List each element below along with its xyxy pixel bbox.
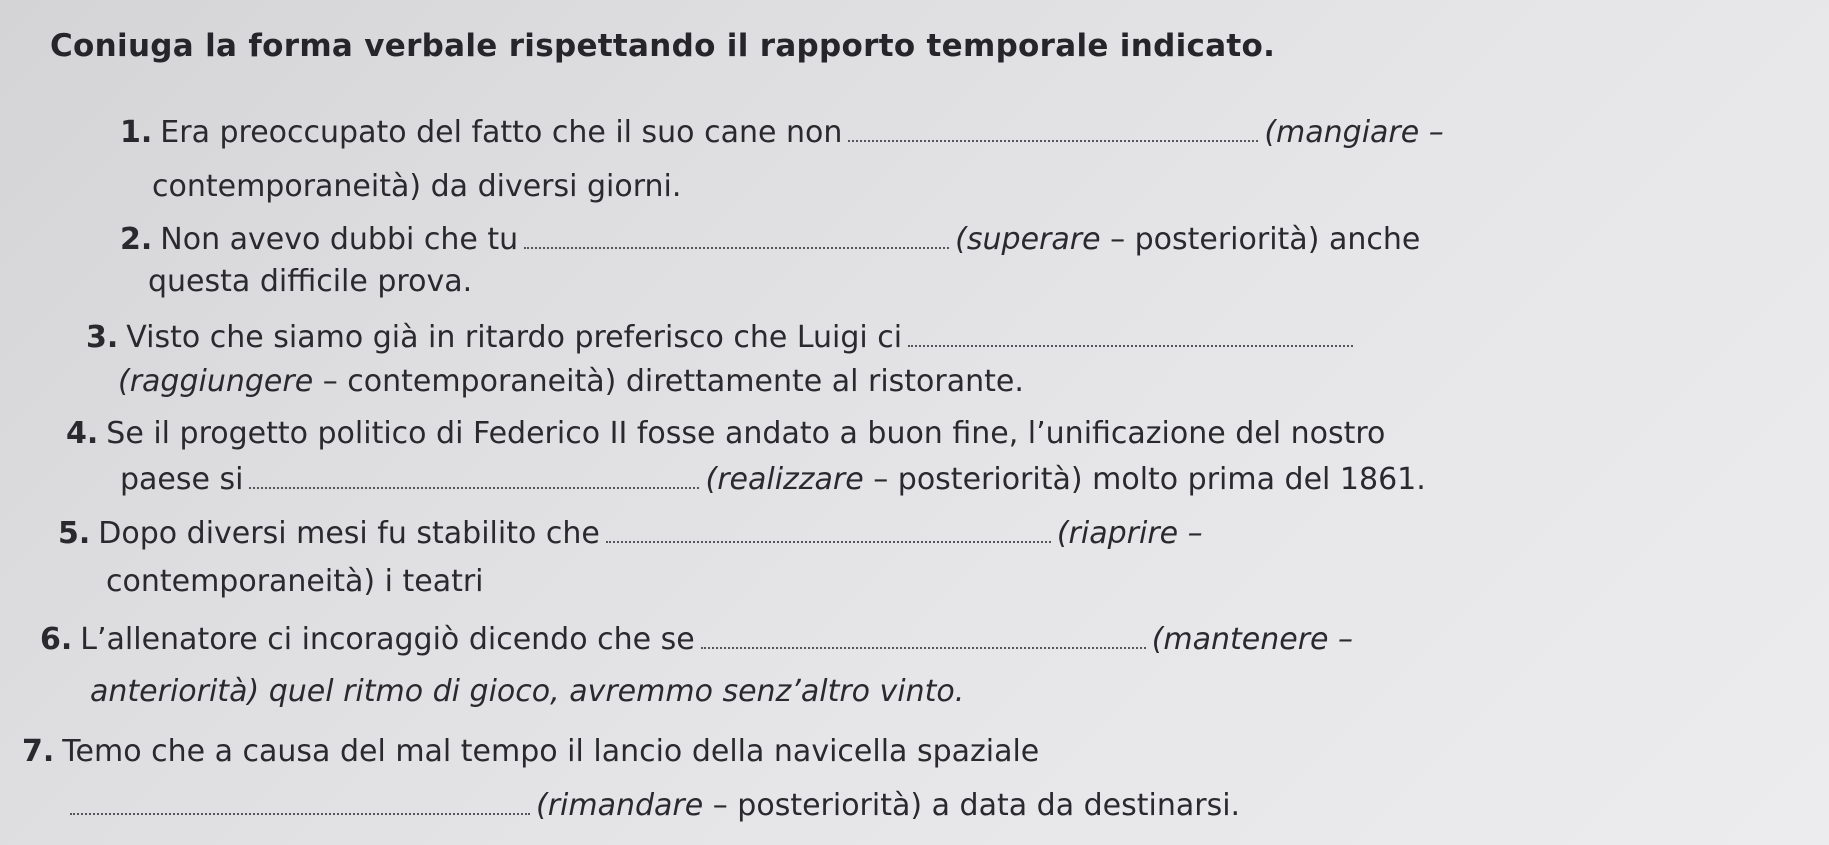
- exercise-text-after: anche: [1319, 222, 1421, 257]
- exercise-5-line-1: [58, 514, 1203, 554]
- verb-hint: (rimandare: [536, 788, 704, 823]
- exercise-text: Temo che a causa del mal tempo il lancio della navicella spaziale: [62, 734, 1040, 769]
- exercise-7-line-2: [70, 786, 1240, 826]
- exercise-text: Se il progetto politico di Federico II fosse andato a buon fine, l’unificazione del nostro: [106, 416, 1386, 451]
- exercise-2-line-2: [148, 262, 472, 302]
- exercise-number: 6.: [40, 622, 73, 657]
- answer-blank-7[interactable]: [70, 812, 530, 815]
- exercise-number: 1.: [120, 115, 153, 150]
- instruction-heading: Coniuga la forma verbale rispettando il rapporto temporale indicato.: [50, 28, 1276, 64]
- verb-hint: (mantenere –: [1151, 622, 1354, 657]
- exercise-4-line-2: [120, 460, 1426, 500]
- exercise-4-line-1: [66, 414, 1385, 454]
- exercise-text: Non avevo dubbi che tu: [160, 222, 519, 257]
- verb-hint: (riaprire –: [1056, 516, 1203, 551]
- exercise-text-after: molto prima del 1861.: [1082, 462, 1426, 497]
- verb-hint: (raggiungere: [118, 364, 314, 399]
- exercise-6-line-1: [40, 620, 1353, 660]
- exercise-text-continued: direttamente al ristorante.: [616, 364, 1024, 399]
- verb-hint: (superare: [955, 222, 1101, 257]
- verb-hint: (realizzare: [705, 462, 864, 497]
- relation-hint: – contemporaneità): [313, 364, 617, 399]
- answer-blank-5[interactable]: [606, 540, 1051, 543]
- exercise-1-line-2: [152, 167, 681, 207]
- exercise-3-line-1: [86, 318, 1359, 358]
- exercise-number: 2.: [120, 222, 153, 257]
- answer-blank-4[interactable]: [249, 486, 699, 489]
- exercise-number: 7.: [22, 734, 55, 769]
- answer-blank-6[interactable]: [701, 646, 1146, 649]
- exercise-5-line-2: [106, 562, 484, 602]
- exercise-text: L’allenatore ci incoraggiò dicendo che se: [80, 622, 695, 657]
- answer-blank-3[interactable]: [908, 344, 1353, 347]
- relation-hint: – posteriorità): [703, 788, 923, 823]
- exercise-7-line-1: [22, 732, 1039, 772]
- exercise-text: Era preoccupato del fatto che il suo cane non: [160, 115, 843, 150]
- exercise-3-line-2: [118, 362, 1024, 402]
- exercise-1-line-1: [120, 113, 1444, 153]
- exercise-2-line-1: [120, 220, 1420, 260]
- exercise-text: Visto che siamo già in ritardo preferisco che Luigi ci: [126, 320, 903, 355]
- exercise-text: Dopo diversi mesi fu stabilito che: [98, 516, 600, 551]
- exercise-text-continued: contemporaneità) i teatri: [106, 564, 484, 599]
- exercise-text-continued: anteriorità) quel ritmo di gioco, avremmo senz’altro vinto.: [90, 674, 965, 709]
- exercise-number: 5.: [58, 516, 91, 551]
- answer-blank-1[interactable]: [848, 139, 1258, 142]
- exercise-6-line-2: [90, 672, 964, 712]
- relation-hint: – posteriorità): [863, 462, 1083, 497]
- exercise-text-continued: a data da destinarsi.: [922, 788, 1241, 823]
- exercise-number: 4.: [66, 416, 99, 451]
- exercise-text: paese si: [120, 462, 244, 497]
- relation-hint: – posteriorità): [1100, 222, 1320, 257]
- answer-blank-2[interactable]: [524, 246, 949, 249]
- exercise-text-continued: questa difficile prova.: [148, 264, 473, 299]
- exercise-text-continued: contemporaneità) da diversi giorni.: [152, 169, 682, 204]
- exercise-number: 3.: [86, 320, 119, 355]
- verb-hint: (mangiare –: [1264, 115, 1444, 150]
